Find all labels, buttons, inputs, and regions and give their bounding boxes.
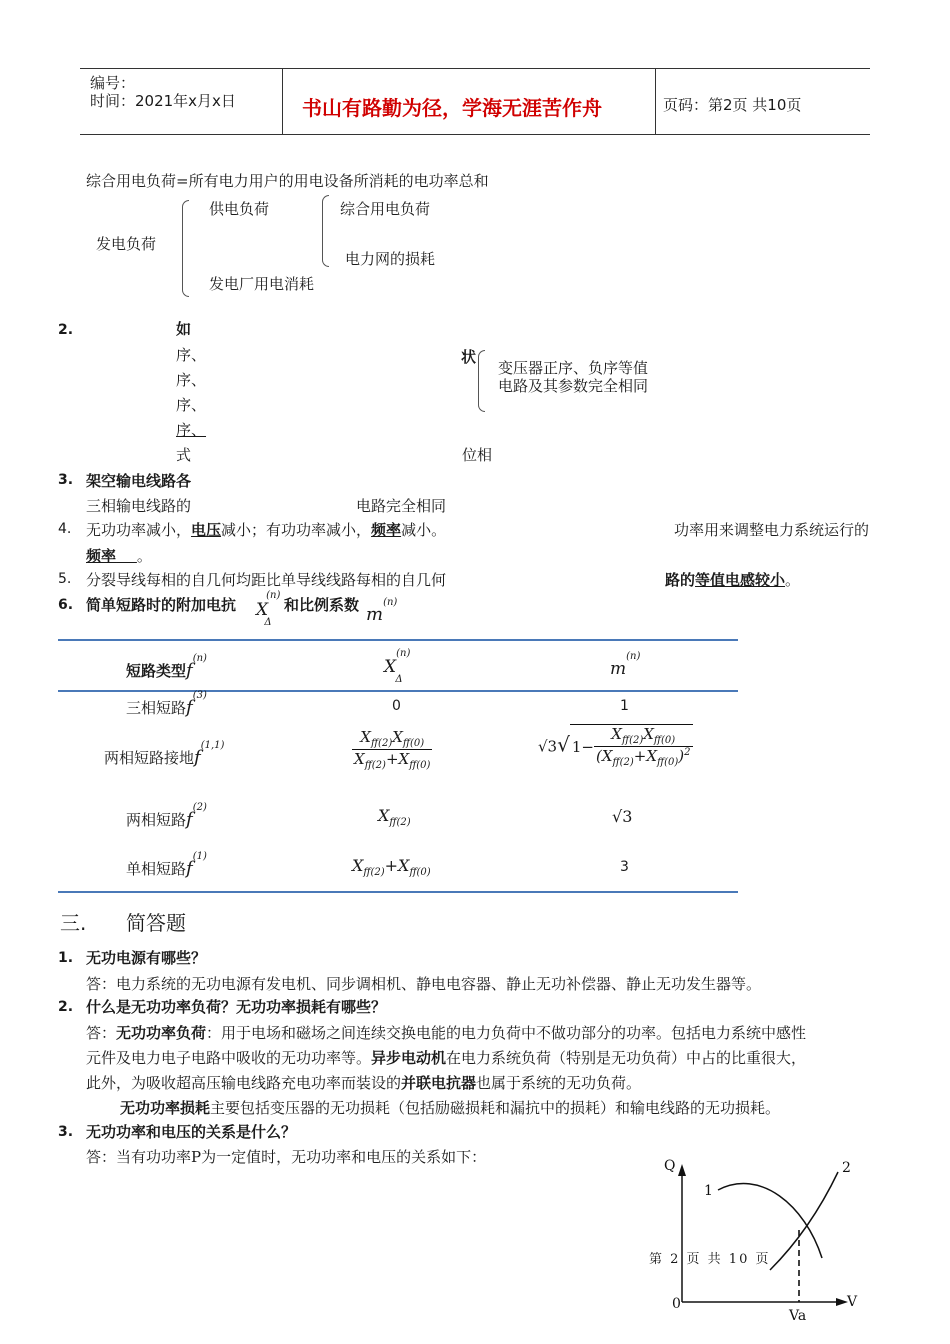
va-label: Va xyxy=(789,1308,807,1324)
table-cell-m-formula: √3√ 1− $\frac{X_{ff(2)}X_{ff(0)}}{(X_{ff(2)}+X_{ff(0)})^2}$ xyxy=(538,725,691,768)
question-number: 3. xyxy=(58,1124,74,1140)
table-cell-x-formula: $X_{ff(2)}$ xyxy=(378,806,411,829)
header-bottom-rule xyxy=(80,134,870,135)
item4-keyword-frequency: 频率 xyxy=(86,547,117,565)
header-divider xyxy=(655,68,656,135)
item5-tail xyxy=(665,569,800,590)
curve-2-label: 2 xyxy=(842,1160,851,1176)
answer-term: 无功功率负荷 xyxy=(116,1024,207,1042)
item4-line1 xyxy=(86,519,446,540)
table-header-xdelta: $X^{(n)}_\Delta$ xyxy=(384,648,411,686)
origin-label: 0 xyxy=(672,1296,681,1312)
item5-text: 路的 xyxy=(665,571,696,589)
answer-line: 答：无功功率负荷：用于电场和磁场之间连续交换电能的电力负荷中不做功部分的功率。包括电力系统中感性 xyxy=(86,1024,807,1042)
table-header-rule xyxy=(58,690,738,692)
table-row-name: 两相短路接地$f^{(1,1)}$ xyxy=(104,740,225,768)
table-row-name: 三相短路$f^{(3)}$ xyxy=(126,690,207,718)
xdelta-symbol: $X^{(n)}_\Delta$ xyxy=(256,590,281,629)
qv-chart xyxy=(650,1150,880,1330)
item-number: 4. xyxy=(58,521,72,537)
table-header-m: $m^{(n)}$ xyxy=(610,651,641,679)
table-cell-m: 3 xyxy=(620,859,629,875)
item3-body: 三相输电线路的 xyxy=(86,497,192,515)
header-top-rule xyxy=(80,68,870,69)
item2-brace-text: 变压器正序、负序等值 xyxy=(498,359,649,377)
question-text: 无功电源有哪些？ xyxy=(86,949,207,967)
table-header-type: 短路类型$f^{(n)}$ xyxy=(126,653,207,681)
gen-load-label: 发电负荷 xyxy=(96,235,157,253)
item2-brace xyxy=(478,350,485,412)
header-time-label: 时间：2021年x月x日 xyxy=(90,92,236,110)
section-title: 简答题 xyxy=(126,911,186,935)
item2-fragment: 序、 xyxy=(176,346,207,364)
answer-text: 答：当有功功率P为一定值时，无功功率和电压的关系如下： xyxy=(86,1148,487,1166)
item-number: 6. xyxy=(58,597,74,613)
item6-title-b: 和比例系数 xyxy=(284,596,360,614)
item6-title-a: 简单短路时的附加电抗 xyxy=(86,596,237,614)
table-cell-m-formula: √3 xyxy=(612,807,633,826)
question-text: 什么是无功功率负荷？无功功率损耗有哪些？ xyxy=(86,998,387,1016)
answer-line: 此外，为吸收超高压输电线路充电功率而装设的并联电抗器也属于系统的无功负荷。 xyxy=(86,1074,642,1092)
footer-page-number: 第 2 页 共 10 页 xyxy=(649,1252,771,1267)
header-number-label: 编号： xyxy=(90,74,136,92)
answer-line: 元件及电力电子电路中吸收的无功功率等。异步电动机在电力系统负荷（特别是无功负荷）中占的比重很大， xyxy=(86,1049,807,1067)
answer-term: 异步电动机 xyxy=(371,1049,447,1067)
item2-fragment: 序、 xyxy=(176,396,207,414)
item5-text: 分裂导线每相的自几何均距比单导线线路每相的自几何 xyxy=(86,571,447,589)
answer-term: 无功功率损耗 xyxy=(120,1099,211,1117)
table-row-name: 两相短路$f^{(2)}$ xyxy=(126,802,207,830)
answer-text: 答：电力系统的无功电源有发电机、同步调相机、静电电容器、静止无功补偿器、静止无功发生器等。 xyxy=(86,975,762,993)
x-axis-label: V xyxy=(847,1294,858,1310)
outer-brace xyxy=(182,200,189,297)
question-number: 1. xyxy=(58,950,74,966)
section-number: 三. xyxy=(60,911,87,935)
curve-1 xyxy=(718,1184,822,1258)
curve-1-label: 1 xyxy=(704,1183,713,1199)
item2-fragment: 序、 xyxy=(176,371,207,389)
answer-line: 无功功率损耗主要包括变压器的无功损耗（包括励磁损耗和漏抗中的损耗）和输电线路的无功损耗。 xyxy=(120,1099,781,1117)
question-number: 2. xyxy=(58,999,74,1015)
item4-keyword-voltage: 电压 xyxy=(191,521,222,539)
inner-brace xyxy=(322,195,329,267)
answer-term: 并联电抗器 xyxy=(401,1074,477,1092)
header-motto: 书山有路勤为径，学海无涯苦作舟 xyxy=(302,96,602,120)
table-cell-x: 0 xyxy=(392,698,401,714)
item2-fragment: 位相 xyxy=(462,446,493,464)
item2-fragment: 状 xyxy=(461,348,477,366)
item5-keyword: 等值电感较小 xyxy=(695,571,786,589)
table-cell-m: 1 xyxy=(620,698,629,714)
item5-text: 。 xyxy=(785,571,801,589)
item-number: 2. xyxy=(58,322,74,338)
table-bottom-rule xyxy=(58,891,738,893)
y-axis-arrow xyxy=(678,1164,686,1176)
item2-brace-text: 电路及其参数完全相同 xyxy=(498,377,649,395)
header-divider xyxy=(282,68,283,135)
table-top-rule xyxy=(58,639,738,641)
load-definition: 综合用电负荷=所有电力用户的用电设备所消耗的电功率总和 xyxy=(86,172,489,190)
item4-line2 xyxy=(86,545,152,566)
item3-body: 电路完全相同 xyxy=(356,497,447,515)
item4-text: 无功功率减小， xyxy=(86,521,192,539)
question-text: 无功功率和电压的关系是什么？ xyxy=(86,1123,297,1141)
item2-fragment: 式 xyxy=(176,446,192,464)
header-page-info: 页码：第2页 共10页 xyxy=(663,96,802,114)
item3-title: 架空输电线路各 xyxy=(86,472,192,490)
item4-text: 减小；有功功率减小， xyxy=(221,521,372,539)
item2-fragment: 如 xyxy=(176,320,192,338)
table-row-name: 单相短路$f^{(1)}$ xyxy=(126,851,207,879)
item4-keyword-frequency: 频率 xyxy=(371,521,402,539)
table-cell-x-formula: $X_{ff(2)}+X_{ff(0)}$ xyxy=(352,856,431,879)
item2-fragment: 序、 xyxy=(176,421,207,439)
item-number: 3. xyxy=(58,472,74,488)
item-number: 5. xyxy=(58,571,72,587)
y-axis-label: Q xyxy=(664,1158,676,1174)
combined-load-label: 综合用电负荷 xyxy=(340,200,431,218)
table-cell-x-formula: $\frac{X_{ff(2)}X_{ff(0)}}{X_{ff(2)}+X_{ff(0)}}$ xyxy=(354,728,431,771)
m-symbol: $m^{(n)}$ xyxy=(366,597,398,625)
supply-load-label: 供电负荷 xyxy=(209,200,270,218)
grid-loss-label: 电力网的损耗 xyxy=(345,250,436,268)
item4-text: 减小。 xyxy=(401,521,447,539)
item4-text-fragment: 功率用来调整电力系统运行的 xyxy=(674,521,870,539)
item4-text: 。 xyxy=(136,547,152,565)
plant-use-label: 发电厂用电消耗 xyxy=(209,275,315,293)
